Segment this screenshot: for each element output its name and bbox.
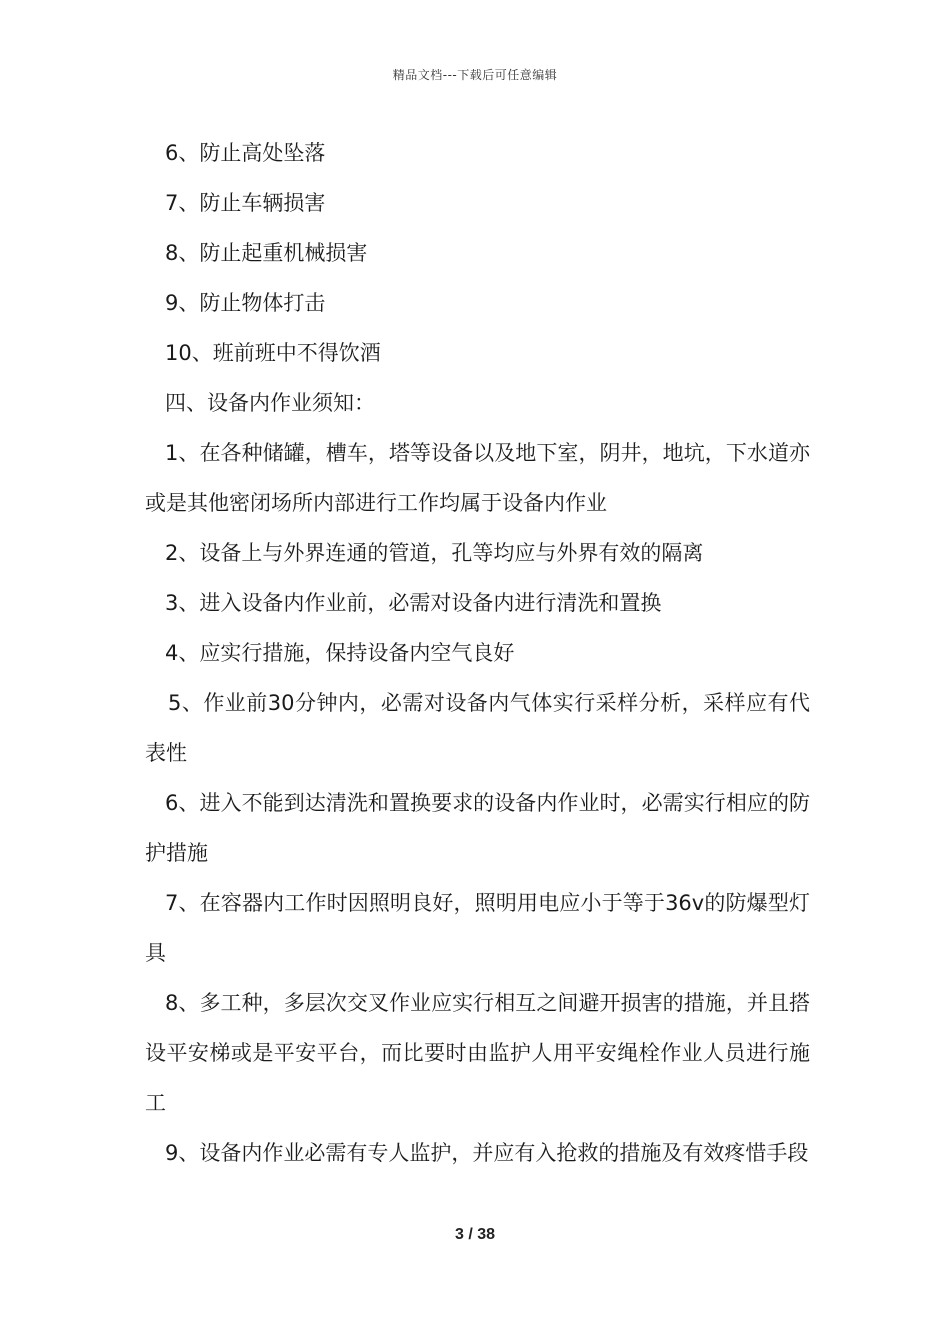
paragraph: 7、防止车辆损害 [165,191,326,215]
section-heading: 四、设备内作业须知： [165,391,375,415]
paragraph: 10、班前班中不得饮酒 [165,341,381,365]
paragraph: 9、设备内作业必需有专人监护，并应有入抢救的措施及有效疼惜手段 [165,1141,809,1165]
page-number: 3 / 38 [454,1226,496,1243]
paragraph: 6、防止高处坠落 [165,141,326,165]
paragraph: 2、设备上与外界连通的管道，孔等均应与外界有效的隔离 [165,541,704,565]
paragraph: 8、多工种，多层次交叉作业应实行相互之间避开损害的措施，并且搭设平安梯或是平安平台，而比要时由监护人用平安绳栓作业人员进行施工 [145,991,810,1115]
paragraph: 4、应实行措施，保持设备内空气良好 [165,641,515,665]
paragraph: 7、在容器内工作时因照明良好，照明用电应小于等于36v的防爆型灯具 [145,891,810,965]
paragraph: 5、作业前30分钟内，必需对设备内气体实行采样分析，采样应有代表性 [145,691,810,765]
paragraph: 6、进入不能到达清洗和置换要求的设备内作业时，必需实行相应的防护措施 [145,791,810,865]
paragraph: 9、防止物体打击 [165,291,326,315]
document-body [145,128,810,1178]
paragraph: 3、进入设备内作业前，必需对设备内进行清洗和置换 [165,591,662,615]
paragraph: 8、防止起重机械损害 [165,241,368,265]
paragraph: 1、在各种储罐，槽车，塔等设备以及地下室，阴井，地坑，下水道亦或是其他密闭场所内部进行工作均属于设备内作业 [145,441,810,515]
page-header: 精品文档---下载后可任意编辑 [392,68,558,82]
